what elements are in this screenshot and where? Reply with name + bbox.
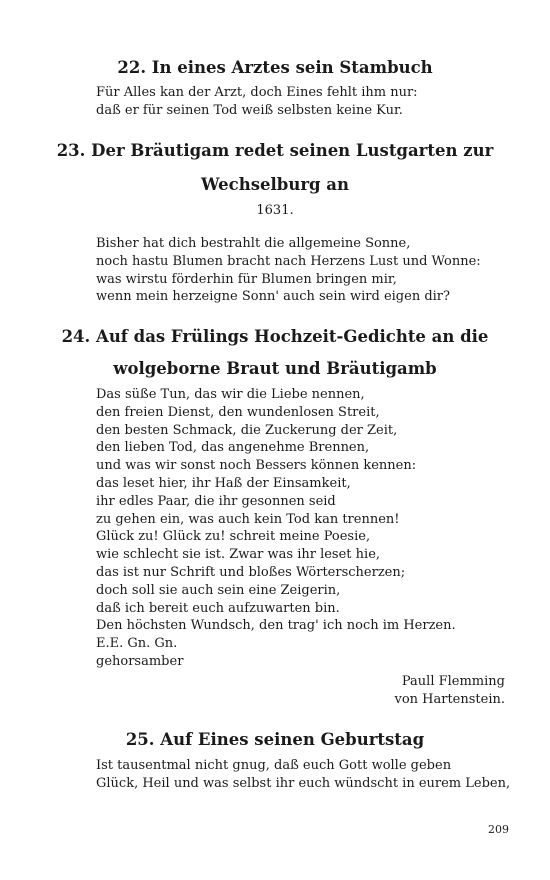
signature-place: von Hartenstein. bbox=[394, 691, 505, 707]
poem-line: Den höchsten Wundsch, den trag' ich noch im Herzen. bbox=[96, 618, 456, 634]
poem-24-title-line1: 24. Auf das Frülings Hochzeit-Gedichte an die bbox=[61, 327, 489, 346]
poem-line: Glück zu! Glück zu! schreit meine Poesie, bbox=[96, 529, 371, 545]
poem-line: und was wir sonst noch Bessers können kennen: bbox=[96, 458, 417, 474]
poem-line: den freien Dienst, den wundenlosen Streit, bbox=[96, 404, 380, 420]
poem-23-title-line2: Wechselburg an bbox=[201, 175, 349, 194]
poem-line: Bisher hat dich bestrahlt die allgemeine Sonne, bbox=[96, 236, 411, 251]
poem-line: zu gehen ein, was auch kein Tod kan trennen! bbox=[96, 511, 400, 527]
poem-line: was wirstu förderhin für Blumen bringen mir, bbox=[96, 271, 397, 287]
poem-line: den besten Schmack, die Zuckerung der Zeit, bbox=[96, 422, 398, 438]
page-number: 209 bbox=[488, 823, 509, 836]
poem-line: wie schlecht sie ist. Zwar was ihr leset hie, bbox=[96, 547, 381, 563]
signature-name: Paull Flemming bbox=[401, 674, 505, 689]
poem-line: das leset hier, ihr Haß der Einsamkeit, bbox=[96, 475, 351, 491]
poem-line: ihr edles Paar, die ihr gesonnen seid bbox=[96, 493, 336, 509]
poem-23-text bbox=[96, 235, 481, 306]
poem-line: gehorsamber bbox=[96, 653, 184, 669]
signature bbox=[394, 673, 505, 709]
poem-22-title: 22. In eines Arztes sein Stambuch bbox=[117, 58, 433, 77]
poem-line: den lieben Tod, das angenehme Brennen, bbox=[96, 440, 370, 456]
poem-line: doch soll sie auch sein eine Zeigerin, bbox=[96, 582, 341, 598]
poem-24-text bbox=[96, 386, 456, 671]
poem-22-text bbox=[96, 84, 418, 120]
poem-24-title-line2: wolgeborne Braut und Bräutigamb bbox=[113, 359, 437, 378]
poem-line: Für Alles kan der Arzt, doch Eines fehlt ihm nur: bbox=[96, 85, 418, 100]
poem-line: E.E. Gn. Gn. bbox=[96, 636, 178, 652]
poem-line: das ist nur Schrift und bloßes Wörterscherzen; bbox=[96, 564, 406, 580]
poem-23-year: 1631. bbox=[256, 203, 294, 218]
poem-line: noch hastu Blumen bracht nach Herzens Lust und Wonne: bbox=[96, 253, 481, 269]
poem-line: Glück, Heil und was selbst ihr euch wündscht in eurem Leben, bbox=[96, 775, 511, 791]
poem-23-title-line1: 23. Der Bräutigam redet seinen Lustgarten zur bbox=[56, 141, 494, 160]
poem-line: daß ich bereit euch aufzuwarten bin. bbox=[96, 600, 340, 616]
poem-line: Das süße Tun, das wir die Liebe nennen, bbox=[96, 387, 365, 402]
poem-line: daß er für seinen Tod weiß selbsten keine Kur. bbox=[96, 102, 403, 118]
poem-25-title: 25. Auf Eines seinen Geburtstag bbox=[125, 730, 425, 749]
poem-line: Ist tausentmal nicht gnug, daß euch Gott wolle geben bbox=[96, 758, 452, 773]
poem-25-text bbox=[96, 757, 510, 793]
poem-line: wenn mein herzeigne Sonn' auch sein wird eigen dir? bbox=[96, 289, 450, 305]
